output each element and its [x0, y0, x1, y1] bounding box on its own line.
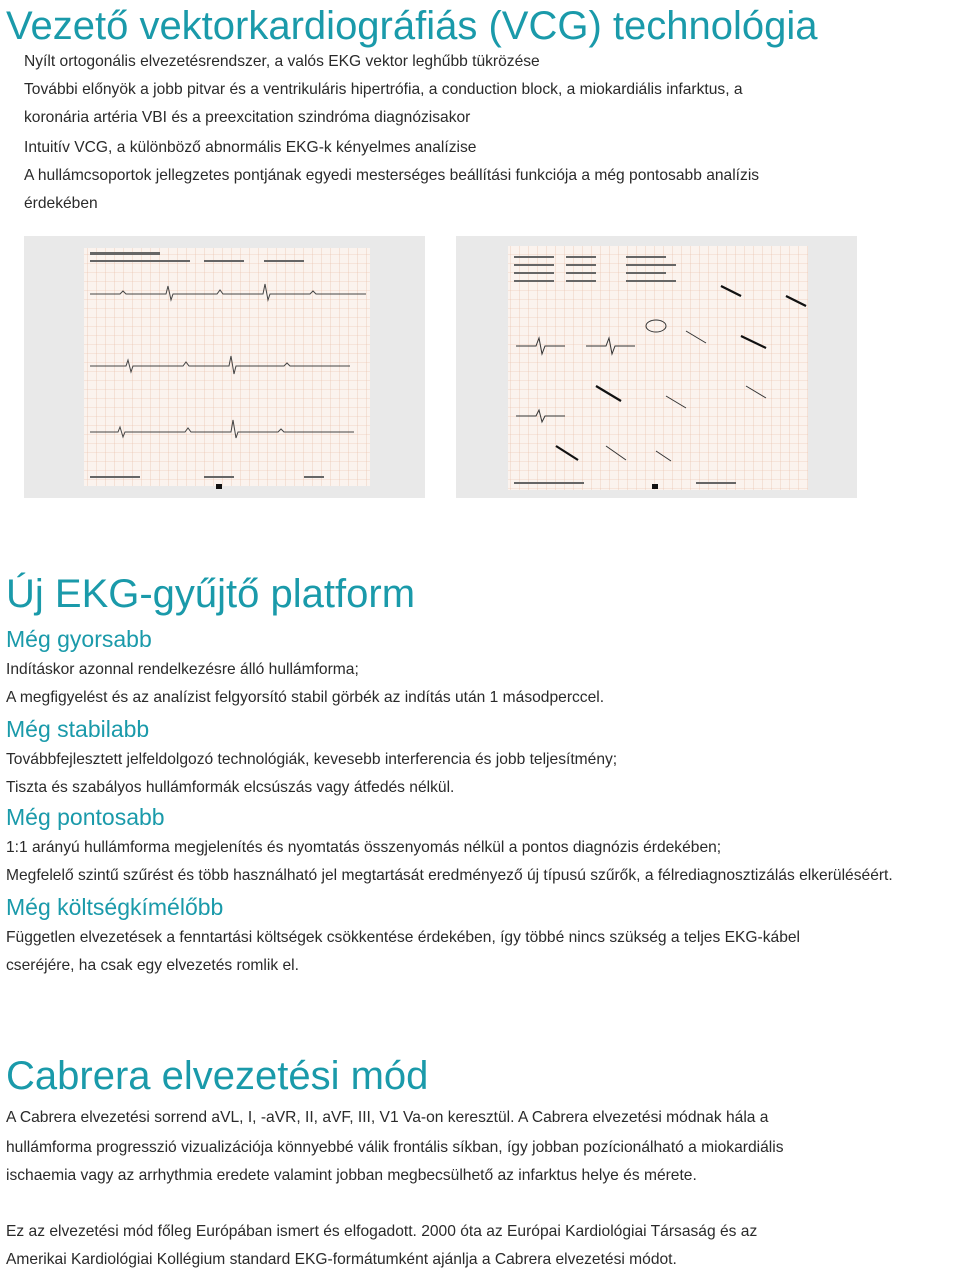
cabrera-line-5: Amerikai Kardiológiai Kollégium standard EKG-formátumként ajánlja a Cabrera elvezetési módot.: [6, 1251, 677, 1268]
ecg-printout-image: [24, 236, 425, 498]
cabrera-line-4: Ez az elvezetési mód főleg Európában ismert és elfogadott. 2000 óta az Európai Kardiológiai Társaság és az: [6, 1223, 758, 1240]
accurate-line-1: 1:1 arányú hullámforma megjelenítés és nyomtatás összenyomás nélkül a pontos diagnózis érdekében;: [6, 839, 722, 856]
vcg-line-5: A hullámcsoportok jellegzetes pontjának egyedi mesterséges beállítási funkciója a még pontosabb analízis: [24, 167, 760, 184]
vcg-line-4: Intuitív VCG, a különböző abnormális EKG-k kényelmes analízise: [24, 139, 477, 156]
section-title-vcg: Vezető vektorkardiográfiás (VCG) technológia: [6, 4, 818, 48]
cabrera-line-1: A Cabrera elvezetési sorrend aVL, I, -aVR, II, aVF, III, V1 Va-on keresztül. A Cabrera elvezetési módnak hála a: [6, 1109, 769, 1126]
vcg-line-2: További előnyök a jobb pitvar és a ventrikuláris hipertrófia, a conduction block, a miokardiális infarktus, a: [24, 81, 743, 98]
faster-line-2: A megfigyelést és az analízist felgyorsító stabil görbék az indítás után 1 másodperccel.: [6, 689, 605, 706]
vcg-line-1: Nyílt ortogonális elvezetésrendszer, a valós EKG vektor leghűbb tükrözése: [24, 53, 540, 70]
heading-economical: Még költségkímélőbb: [6, 894, 224, 920]
heading-faster: Még gyorsabb: [6, 626, 152, 652]
vcg-printout-graphic: [456, 236, 857, 498]
section-title-cabrera: Cabrera elvezetési mód: [6, 1054, 429, 1098]
stable-line-1: Továbbfejlesztett jelfeldolgozó technológiák, kevesebb interferencia és jobb teljesítmény;: [6, 751, 618, 768]
economical-line-2: cseréjére, ha csak egy elvezetés romlik el.: [6, 957, 299, 974]
section-title-platform: Új EKG-gyűjtő platform: [6, 572, 416, 616]
ecg-printout-graphic: [24, 236, 425, 498]
accurate-line-2: Megfelelő szintű szűrést és több használható jel megtartását eredményező új típusú szűrők, a félrediagnosztizálás elkerüléséért.: [6, 867, 893, 884]
faster-line-1: Indításkor azonnal rendelkezésre álló hullámforma;: [6, 661, 359, 678]
cabrera-line-2: hullámforma progresszió vizualizációja könnyebbé válik frontális síkban, így jobban pozícionálható a miokardiális: [6, 1139, 784, 1156]
stable-line-2: Tiszta és szabályos hullámformák elcsúszás vagy átfedés nélkül.: [6, 779, 455, 796]
cabrera-line-3: ischaemia vagy az arrhythmia eredete valamint jobban megbecsülhető az infarktus helye és mérete.: [6, 1167, 697, 1184]
heading-stable: Még stabilabb: [6, 716, 150, 742]
vcg-printout-image: [456, 236, 857, 498]
economical-line-1: Független elvezetések a fenntartási költségek csökkentése érdekében, így többé nincs szükség a teljes EKG-kábel: [6, 929, 801, 946]
vcg-line-6: érdekében: [24, 195, 98, 212]
vcg-line-3: koronária artéria VBI és a preexcitation szindróma diagnózisakor: [24, 109, 471, 126]
heading-accurate: Még pontosabb: [6, 804, 165, 830]
